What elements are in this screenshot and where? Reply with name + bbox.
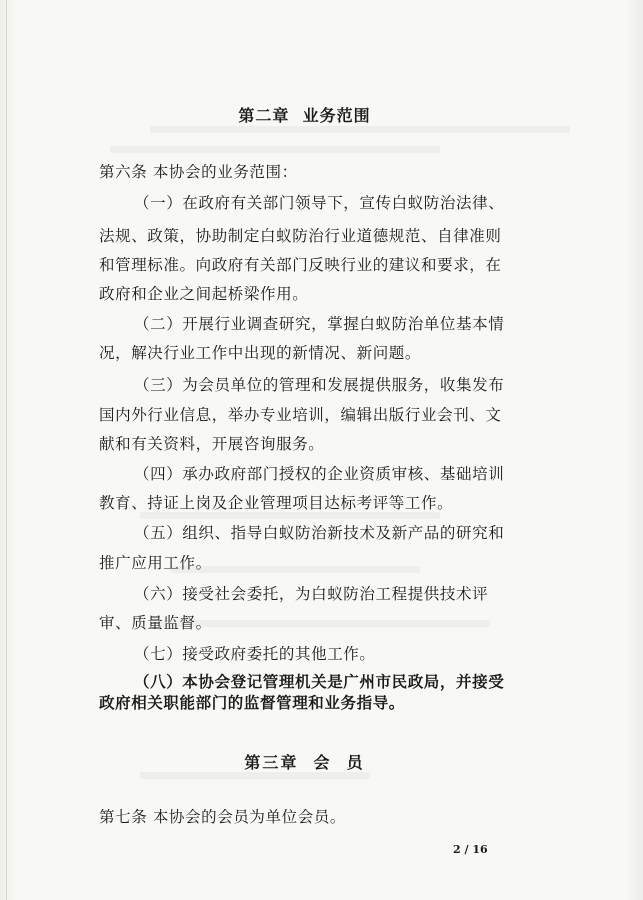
item8-line1: （八）本协会登记管理机关是广州市民政局，并接受 [134,673,505,691]
item8-line2: 政府相关职能部门的监督管理和业务指导。 [99,694,405,712]
item1-line1: （一）在政府有关部门领导下，宣传白蚁防治法律、 [134,194,505,212]
chapter3-title: 第三章 会 员 [244,753,365,772]
article6-heading: 第六条 本协会的业务范围： [99,163,298,181]
bleed-through-text [140,512,440,519]
item3-line1: （三）为会员单位的管理和发展提供服务，收集发布 [134,376,505,394]
item2-line1: （二）开展行业调查研究，掌握白蚁防治单位基本情 [134,315,505,333]
item4-line1: （四）承办政府部门授权的企业资质审核、基础培训 [134,465,505,483]
article7: 第七条 本协会的会员为单位会员。 [99,808,347,826]
item3-line2: 国内外行业信息，举办专业培训，编辑出版行业会刊、文 [99,406,502,424]
item7-line1: （七）接受政府委托的其他工作。 [134,645,376,663]
item5-line2: 推广应用工作。 [99,554,212,572]
bleed-through-text [140,772,370,779]
item1-line2: 法规、政策，协助制定白蚁防治行业道德规范、自律准则 [99,227,502,245]
bleed-through-text [110,146,440,153]
item5-line1: （五）组织、指导白蚁防治新技术及新产品的研究和 [134,524,505,542]
bleed-through-text [150,126,570,133]
item1-line3: 和管理标准。向政府有关部门反映行业的建议和要求，在 [99,256,502,274]
item3-line3: 献和有关资料，开展咨询服务。 [99,435,325,453]
item6-line1: （六）接受社会委托，为白蚁防治工程提供技术评 [134,585,489,603]
item4-line2: 教育、持证上岗及企业管理项目达标考评等工作。 [99,494,454,512]
page-number: 2 / 16 [453,843,488,856]
item1-line4: 政府和企业之间起桥梁作用。 [99,285,309,303]
item6-line2: 审、质量监督。 [99,614,212,632]
chapter2-title: 第二章 业务范围 [238,106,371,125]
item2-line2: 况，解决行业工作中出现的新情况、新问题。 [99,344,422,362]
